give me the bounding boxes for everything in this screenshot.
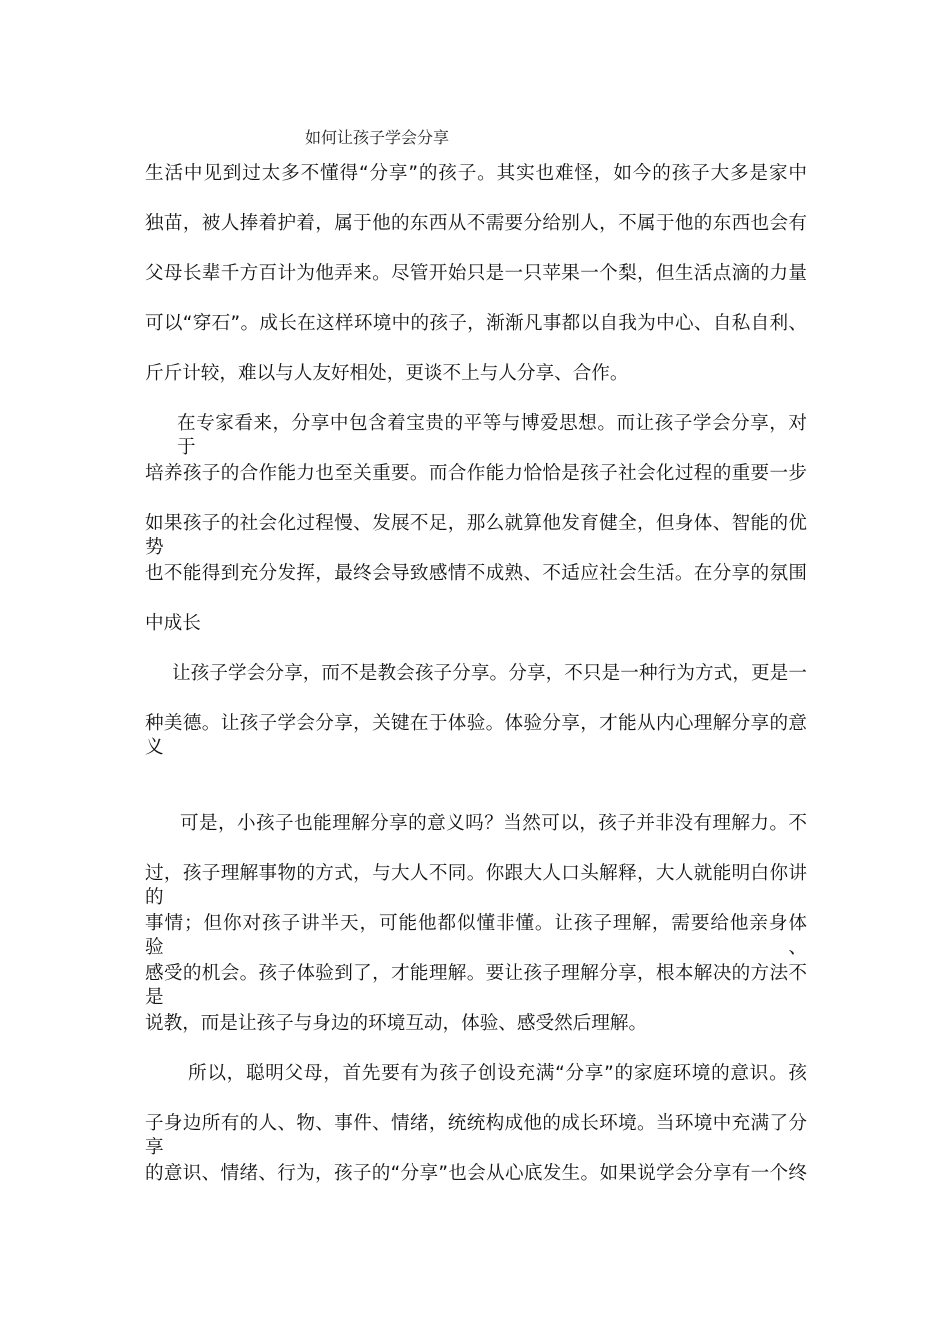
paragraph-line: 说教，而是让孩子与身边的环境互动，体验、感受然后理解。 [145,1013,648,1034]
paragraph-line: 种美德。让孩子学会分享，关键在于体验。体验分享，才能从内心理解分享的意义 [145,713,807,758]
paragraph-line: 过，孩子理解事物的方式，与大人不同。你跟大人口头解释，大人就能明白你讲的 [145,863,807,908]
paragraph-line: 培养孩子的合作能力也至关重要。而合作能力恰恰是孩子社会化过程的重要一步 [145,463,807,484]
paragraph-line: 可以“穿石”。成长在这样环境中的孩子，渐渐凡事都以自我为中心、自私自利、 [145,313,807,334]
paragraph-line: 事情；但你对孩子讲半天，可能他都似懂非懂。让孩子理解，需要给他亲身体验、 [145,913,807,958]
paragraph-line: 所以，聪明父母，首先要有为孩子创设充满“分享”的家庭环境的意识。孩 [188,1063,807,1084]
paragraph-line: 感受的机会。孩子体验到了，才能理解。要让孩子理解分享，根本解决的方法不是 [145,963,807,1008]
paragraph-line: 斤斤计较，难以与人友好相处，更谈不上与人分享、合作。 [145,363,629,384]
paragraph-line: 也不能得到充分发挥，最终会导致感情不成熟、不适应社会生活。在分享的氛围 [145,563,807,584]
paragraph-line: 如果孩子的社会化过程慢、发展不足，那么就算他发育健全，但身体、智能的优势 [145,513,807,558]
paragraph-line: 独苗，被人捧着护着，属于他的东西从不需要分给别人，不属于他的东西也会有 [145,213,807,234]
paragraph-line: 生活中见到过太多不懂得“分享”的孩子。其实也难怪，如今的孩子大多是家中 [145,163,807,184]
paragraph-line: 中成长 [145,613,201,634]
paragraph-line: 让孩子学会分享，而不是教会孩子分享。分享，不只是一种行为方式，更是一 [172,663,807,684]
document-title: 如何让孩子学会分享 [305,128,450,147]
paragraph-line: 在专家看来，分享中包含着宝贵的平等与博爱思想。而让孩子学会分享，对于 [177,413,807,458]
paragraph-line: 的意识、情绪、行为，孩子的“分享”也会从心底发生。如果说学会分享有一个终 [145,1163,807,1184]
paragraph-line: 可是，小孩子也能理解分享的意义吗？当然可以，孩子并非没有理解力。不 [180,813,807,834]
paragraph-line: 子身边所有的人、物、事件、情绪，统统构成他的成长环境。当环境中充满了分享 [145,1113,807,1158]
paragraph-line: 父母长辈千方百计为他弄来。尽管开始只是一只苹果一个梨，但生活点滴的力量 [145,263,807,284]
